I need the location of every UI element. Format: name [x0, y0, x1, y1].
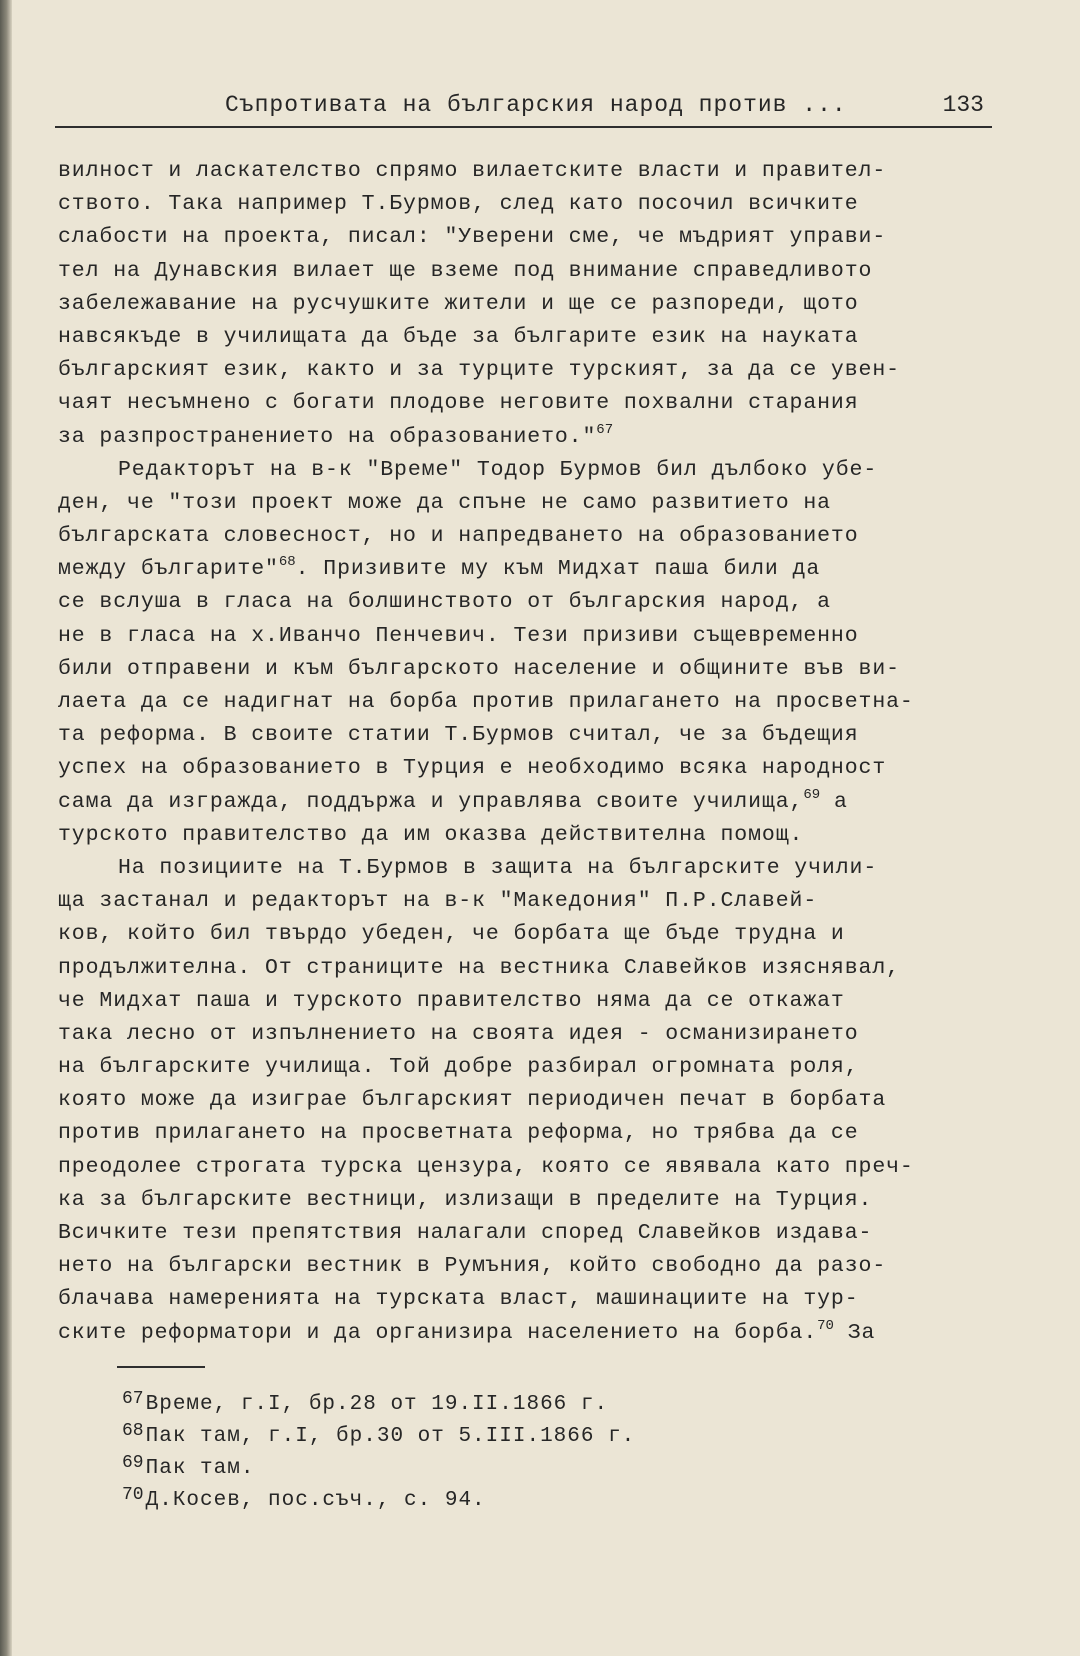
line-text: ството. Така например Т.Бурмов, след като посочил всичките [58, 192, 859, 217]
line-text-continuation: . Призивите му към Мидхат паша били да [295, 557, 821, 582]
page-number: 133 [942, 92, 984, 118]
footnote-reference: 68 [278, 554, 296, 571]
text-line [58, 819, 1010, 852]
running-title: Съпротивата на българския народ против ... [225, 92, 847, 118]
text-line [58, 786, 1010, 819]
line-text: та реформа. В своите статии Т.Бурмов считал, че за бъдещия [58, 723, 859, 748]
text-line [58, 620, 1010, 653]
footnote-number: 67 [122, 1389, 144, 1409]
footnote-separator [117, 1366, 205, 1368]
text-line [58, 1084, 1010, 1117]
line-text: против прилагането на просветната реформа, но трябва да се [58, 1121, 859, 1146]
text-line [58, 387, 1010, 420]
text-line [58, 1051, 1010, 1084]
page-header [55, 88, 992, 128]
page-binding-edge [0, 0, 12, 1656]
text-line [58, 1250, 1010, 1283]
text-line [58, 686, 1010, 719]
text-line [58, 752, 1010, 785]
line-text: вилност и ласкателство спрямо вилаетските власти и правител- [58, 159, 887, 183]
line-text: нето на български вестник в Румъния, който свободно да разо- [58, 1254, 887, 1279]
text-line [58, 1018, 1010, 1051]
text-line [58, 1283, 1010, 1316]
text-line [58, 321, 1010, 354]
text-line [58, 454, 1010, 487]
line-text: така лесно от изпълнението на своята идея - османизирането [58, 1021, 859, 1046]
footnote-text: Време, г.I, бр.28 от 19.II.1866 г. [145, 1393, 609, 1416]
text-line [58, 255, 1010, 288]
line-text: ков, който бил твърдо убеден, че борбата ще бъде трудна и [58, 922, 845, 947]
footnote-text: Пак там. [145, 1457, 255, 1480]
line-text: която може да изиграе българският периодичен печат в борбата [58, 1088, 887, 1113]
line-text: продължителна. От страниците на вестника Славейков изяснявал, [58, 955, 900, 980]
footnote [122, 1447, 822, 1479]
footnote [122, 1479, 822, 1511]
footnote [122, 1383, 822, 1415]
footnote-number: 70 [122, 1485, 144, 1505]
text-line [58, 1217, 1010, 1250]
line-text: българската словесност, но и напредването на образованието [58, 524, 859, 549]
footnote-reference: 70 [817, 1317, 834, 1334]
text-line [58, 520, 1010, 553]
text-line [58, 221, 1010, 254]
line-text: блачава намеренията на турската власт, машинациите на тур- [58, 1287, 859, 1312]
line-text: между българите" [58, 557, 279, 582]
line-text: Всичките тези препятствия налагали според Славейков издава- [58, 1221, 873, 1245]
line-text: за разпространението на образованието." [58, 424, 597, 449]
text-line [58, 885, 1010, 918]
footnote-number: 68 [122, 1421, 144, 1441]
line-text: били отправени и към българското население и общините във ви- [58, 656, 900, 681]
line-text-continuation: а [820, 789, 848, 814]
line-text: чаят несъмнено с богати плодове неговите похвални старания [58, 391, 859, 416]
line-text: турското правителство да им оказва действителна помощ. [58, 822, 804, 847]
text-line [58, 553, 1010, 586]
text-line [58, 155, 1010, 188]
text-line [58, 1317, 1010, 1350]
footnote [122, 1415, 822, 1447]
footnote-reference: 69 [803, 786, 821, 803]
line-text: успех на образованието в Турция е необходимо всяка народност [58, 756, 887, 781]
text-line [58, 985, 1010, 1018]
line-text: на българските училища. Той добре разбирал огромната роля, [58, 1055, 859, 1080]
line-text: сама да изгражда, поддържа и управлява своите училища, [58, 789, 804, 814]
line-text: ща застанал и редакторът на в-к "Македония" П.Р.Славей- [58, 889, 818, 914]
line-text: На позициите на Т.Бурмов в защита на българските учили- [118, 855, 878, 880]
line-text: българският език, както и за турците турският, за да се увен- [58, 358, 900, 383]
text-line [58, 188, 1010, 221]
line-text: забележавание на русчушките жители и ще се разпореди, щото [58, 291, 859, 316]
footnote-reference: 67 [596, 421, 614, 438]
text-line [58, 719, 1010, 752]
footnote-number: 69 [122, 1453, 144, 1473]
text-line [58, 918, 1010, 951]
text-line [58, 653, 1010, 686]
line-text: навсякъде в училищата да бъде за българите език на науката [58, 324, 859, 349]
line-text: ските реформатори и да организира населението на борба. [58, 1320, 818, 1345]
footnotes [122, 1383, 822, 1511]
line-text: преодолее строгата турска цензура, която се явявала като преч- [58, 1154, 914, 1179]
line-text-continuation: За [833, 1320, 876, 1345]
line-text: че Мидхат паша и турското правителство няма да се откажат [58, 988, 845, 1013]
text-line [58, 1117, 1010, 1150]
text-line [58, 1184, 1010, 1217]
text-line [58, 421, 1010, 454]
text-line [58, 852, 1010, 885]
text-line [58, 288, 1010, 321]
line-text: ка за българските вестници, излизащи в пределите на Турция. [58, 1187, 873, 1212]
footnote-text: Д.Косев, пос.съч., с. 94. [145, 1489, 486, 1512]
line-text: тел на Дунавския вилает ще вземе под внимание справедливото [58, 258, 873, 283]
footnote-text: Пак там, г.I, бр.30 от 5.III.1866 г. [145, 1425, 636, 1448]
text-line [58, 586, 1010, 619]
line-text: слабости на проекта, писал: "Уверени сме, че мъдрият управи- [58, 225, 887, 250]
text-line [58, 1151, 1010, 1184]
text-line [58, 354, 1010, 387]
line-text: не в гласа на х.Иванчо Пенчевич. Тези призиви същевременно [58, 623, 859, 648]
line-text: се вслуша в гласа на болшинството от българския народ, а [58, 590, 831, 615]
line-text: лаета да се надигнат на борба против прилагането на просветна- [58, 690, 914, 714]
line-text: Редакторът на в-к "Време" Тодор Бурмов бил дълбоко убе- [118, 457, 878, 482]
line-text: ден, че "този проект може да спъне не само развитието на [58, 490, 831, 515]
text-line [58, 487, 1010, 520]
text-line [58, 952, 1010, 985]
body-text [58, 155, 1010, 1350]
